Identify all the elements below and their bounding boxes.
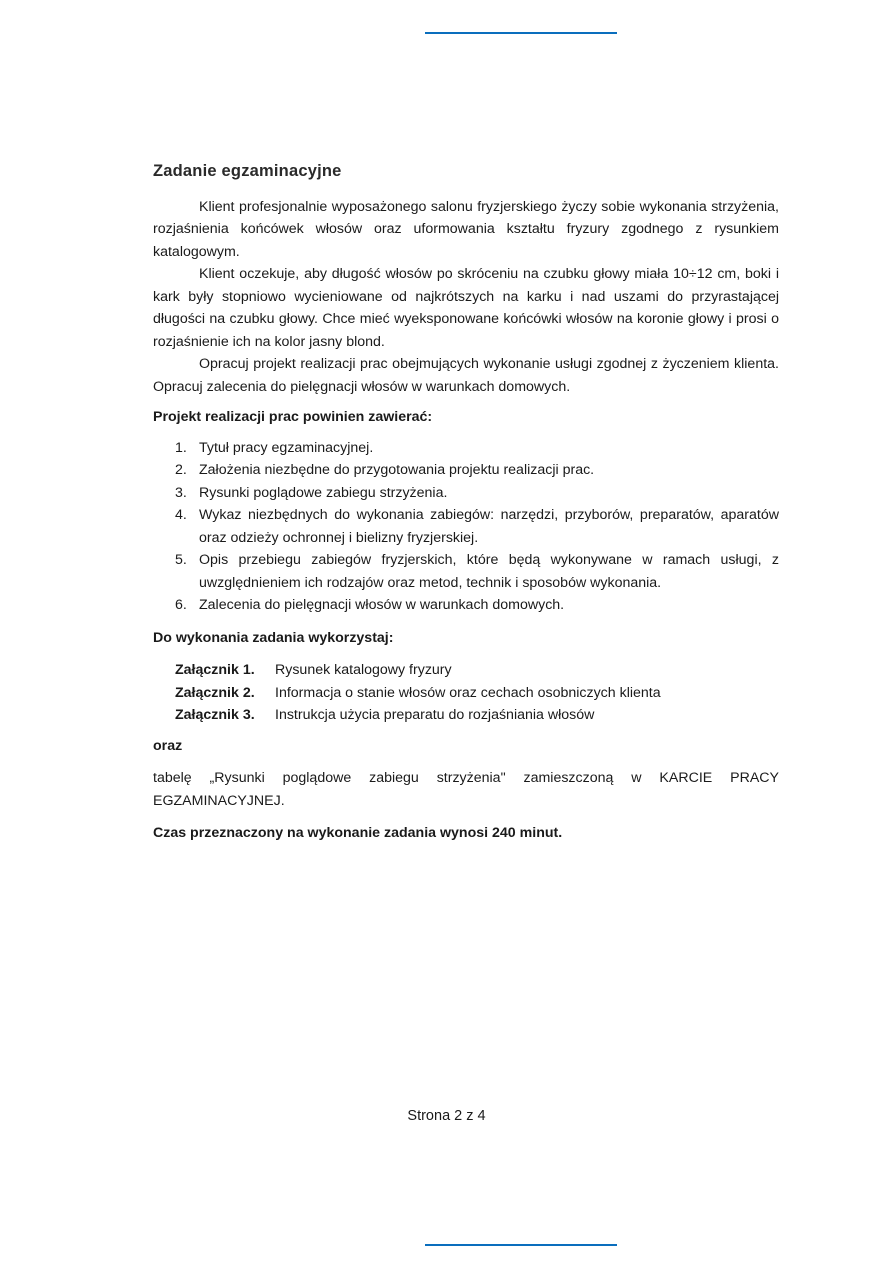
time-note: Czas przeznaczony na wykonanie zadania wynosi 240 minut. xyxy=(153,825,563,841)
attachment-label: Załącznik 2. xyxy=(175,684,255,701)
attachment-row xyxy=(175,682,779,705)
list-text: Tytuł pracy egzaminacyjnej. xyxy=(199,439,374,456)
list-number: 6. xyxy=(175,597,187,613)
attachment-text: Instrukcja użycia preparatu do rozjaśniania włosów xyxy=(275,707,595,723)
list-item xyxy=(153,594,779,617)
list-number: 5. xyxy=(175,552,187,568)
attachment-label: Załącznik 1. xyxy=(175,662,255,678)
project-list xyxy=(153,437,779,617)
attachments-list xyxy=(153,659,779,727)
list-text: Zalecenia do pielęgnacji włosów w warunkach domowych. xyxy=(199,597,565,613)
use-heading: Do wykonania zadania wykorzystaj: xyxy=(153,629,394,646)
top-blue-rule xyxy=(425,32,617,34)
list-text: Rysunki poglądowe zabiegu strzyżenia. xyxy=(199,484,448,501)
document-page xyxy=(153,160,779,853)
list-item xyxy=(153,437,779,460)
list-item xyxy=(153,459,779,482)
list-number: 1. xyxy=(175,439,187,456)
bottom-blue-rule xyxy=(425,1244,617,1246)
list-text: Opis przebiegu zabiegów fryzjerskich, które będą wykonywane w ramach usługi, z uwzględnieniem ich rodzajów oraz metod, technik i sposobów wykonania. xyxy=(199,552,779,591)
page-title: Zadanie egzaminacyjne xyxy=(153,162,342,180)
attachment-text: Rysunek katalogowy fryzury xyxy=(275,662,452,678)
table-note: tabelę „Rysunki poglądowe zabiegu strzyżenia" zamieszczoną w KARCIE PRACY EGZAMINACYJNEJ. xyxy=(153,770,779,809)
list-number: 4. xyxy=(175,507,187,523)
attachment-row xyxy=(175,659,779,682)
oraz-label: oraz xyxy=(153,737,183,754)
attachment-text: Informacja o stanie włosów oraz cechach osobniczych klienta xyxy=(275,684,661,701)
list-item xyxy=(153,549,779,594)
page-footer: Strona 2 z 4 xyxy=(407,1108,486,1124)
list-item xyxy=(153,482,779,505)
attachment-row xyxy=(175,704,779,727)
list-number: 3. xyxy=(175,484,187,501)
paragraph-3: Opracuj projekt realizacji prac obejmujących wykonanie usługi zgodnej z życzeniem klienta. Opracuj zalecenia do pielęgnacji włosów w warunkach domowych. xyxy=(153,356,779,395)
attachment-label: Załącznik 3. xyxy=(175,707,255,723)
paragraph-2: Klient oczekuje, aby długość włosów po skróceniu na czubku głowy miała 10÷12 cm, boki i kark były stopniowo wycieniowane od najkrótszych na karku i nad uszami do przyrastającej długości na czubku głowy. Chce mieć wyeksponowane końcówki włosów na koronie głowy i prosi o rozjaśnienie ich na kolor jasny blond. xyxy=(153,266,779,350)
list-item xyxy=(153,504,779,549)
list-text: Założenia niezbędne do przygotowania projektu realizacji prac. xyxy=(199,462,595,478)
list-number: 2. xyxy=(175,462,187,478)
list-text: Wykaz niezbędnych do wykonania zabiegów: narzędzi, przyborów, preparatów, aparatów oraz odzieży ochronnej i bielizny fryzjerskiej. xyxy=(199,507,779,546)
paragraph-1: Klient profesjonalnie wyposażonego salonu fryzjerskiego życzy sobie wykonania strzyżenia, rozjaśnienia końcówek włosów oraz uformowania kształtu fryzury zgodnego z rysunkiem katalogowym. xyxy=(153,198,779,260)
project-heading: Projekt realizacji prac powinien zawierać: xyxy=(153,409,433,425)
